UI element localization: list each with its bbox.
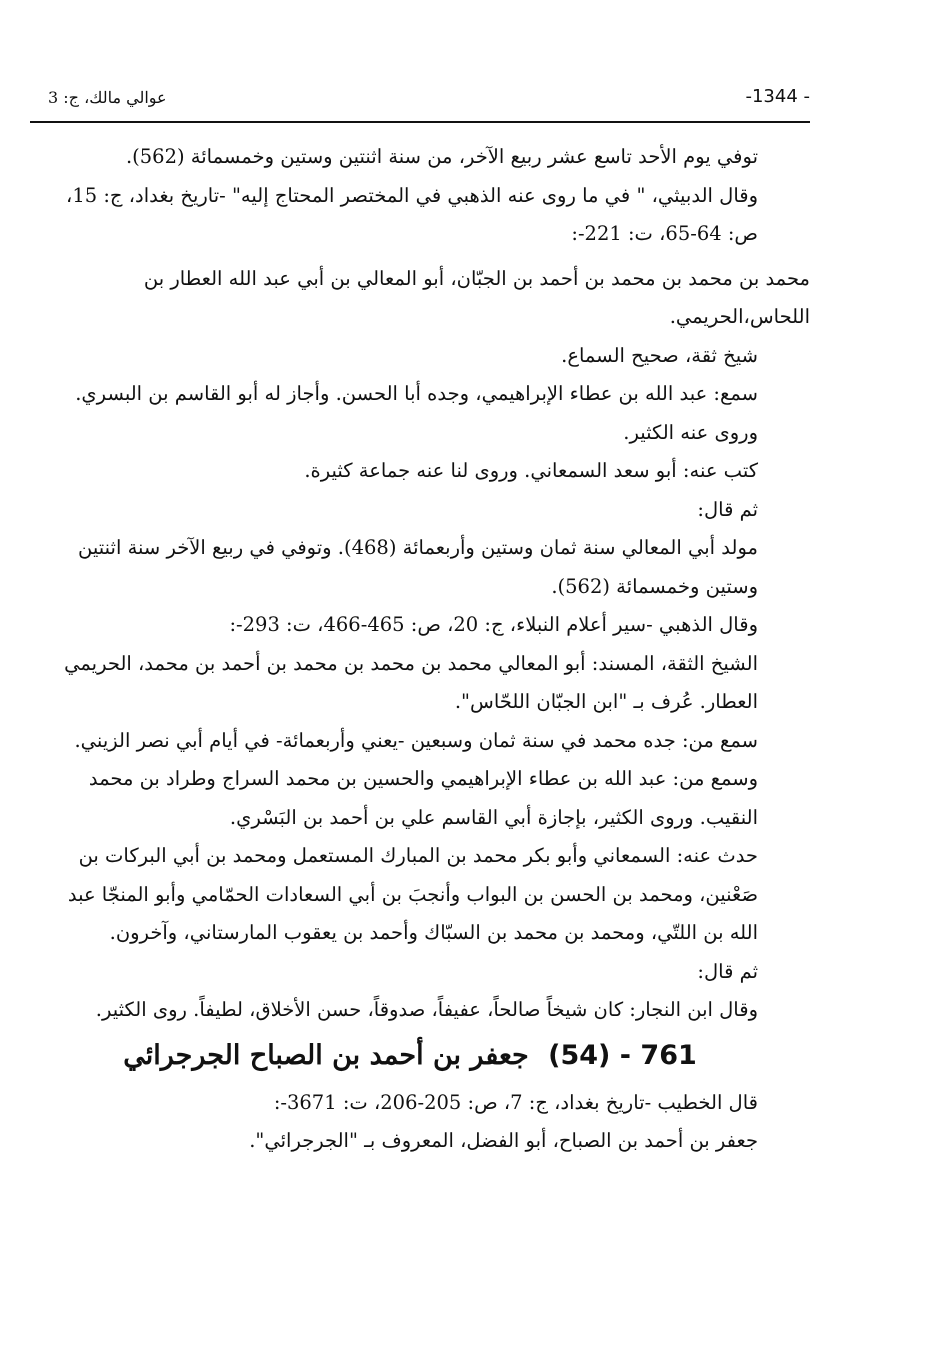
paragraph: سمع: عبد الله بن عطاء الإبراهيمي، وجده أبا الحسن. وأجاز له أبو القاسم بن البسري. (75, 382, 758, 405)
paragraph: وقال الذهبي -سير أعلام النبلاء، ج: 20، ص: 465-466، ت: 293-: (229, 613, 758, 636)
page-header (30, 84, 810, 118)
entry-name: جعفر بن أحمد بن الصباح الجرجرائي (123, 1039, 529, 1071)
paragraph: محمد بن محمد بن محمد بن أحمد بن الجبّان، أبو المعالي بن أبي عبد الله العطار بن اللحاس،الحريمي. (143, 266, 810, 328)
page-number: -1344 - (745, 86, 810, 107)
paragraph: حدث عنه: السمعاني وأبو بكر محمد بن المبارك المستعمل ومحمد بن أبي البركات بن صَعْنين، ومحمد بن الحسن بن البواب وأنجبَ بن أبي السعادات الحمّامي وأبو المنجّا عبد الله بن اللتّي، ومحمد بن محمد بن السبّاك وأحمد بن يعقوب المارستاني، وآخرون. (67, 844, 758, 944)
header-rule (30, 121, 810, 123)
running-title: عوالي مالك، ج: 3 (48, 88, 167, 107)
paragraph: وسمع من: عبد الله بن عطاء الإبراهيمي والحسين بن محمد السراج وطراد بن محمد النقيب. وروى الكثير، بإجازة أبي القاسم علي بن أحمد بن البَسْري. (88, 767, 758, 829)
paragraph: توفي يوم الأحد تاسع عشر ربيع الآخر، من سنة اثنتين وستين وخمسمائة (562). (125, 145, 758, 168)
paragraph: جعفر بن أحمد بن الصباح، أبو الفضل، المعروف بـ "الجرجرائي". (249, 1129, 758, 1152)
paragraph: مولد أبي المعالي سنة ثمان وستين وأربعمائة (468). وتوفي في ربيع الآخر سنة اثنتين وستين وخمسمائة (562). (78, 536, 758, 598)
paragraph: وروى عنه الكثير. (623, 420, 758, 444)
paragraph: قال الخطيب -تاريخ بغداد، ج: 7، ص: 205-206، ت: 3671-: (273, 1090, 758, 1114)
paragraph: شيخ ثقة، صحيح السماع. (561, 343, 758, 367)
paragraph: سمع من: جده محمد في سنة ثمان وسبعين -يعني وأربعمائة- في أيام أبي نصر الزيني. (74, 728, 758, 752)
document-body (50, 138, 810, 1161)
paragraph: ثم قال: (697, 497, 758, 521)
paragraph: وقال الدبيثي، " في ما روى عنه الذهبي في المختصر المحتاج إليه" -تاريخ بغداد، ج: 15، ص: 64-65، ت: 221-: (66, 183, 758, 245)
entry-number: 761 - (54) (548, 1039, 697, 1071)
entry-heading (50, 1034, 810, 1078)
paragraph: ثم قال: (697, 959, 758, 983)
paragraph: الشيخ الثقة، المسند: أبو المعالي محمد بن محمد بن محمد بن أحمد بن محمد، الحريمي العطار. عُرف بـ "ابن الجبّان اللحّاس". (64, 651, 758, 713)
paragraph: كتب عنه: أبو سعد السمعاني. وروى لنا عنه جماعة كثيرة. (304, 459, 758, 482)
paragraph: وقال ابن النجار: كان شيخاً صالحاً، عفيفاً، صدوقاً، حسن الأخلاق، لطيفاً. روى الكثير. (95, 998, 758, 1021)
